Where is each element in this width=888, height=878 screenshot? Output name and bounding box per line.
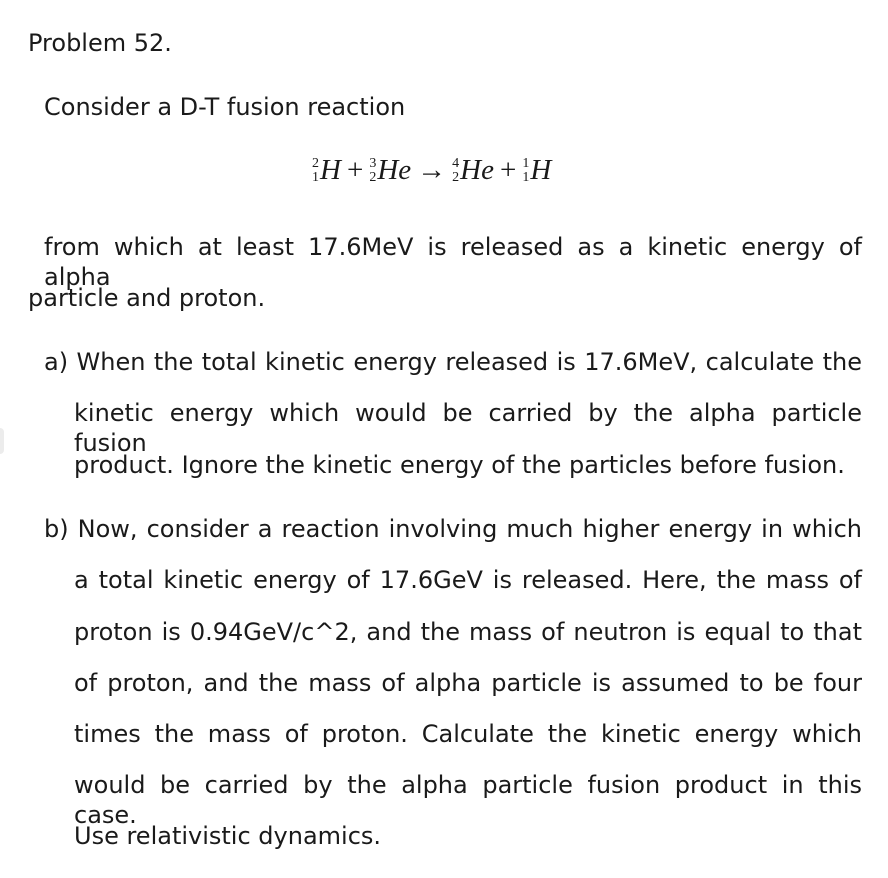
reaction-arrow: → <box>417 154 447 186</box>
helium4-atomic-number: 2 <box>452 170 460 186</box>
plus-sign: + <box>346 154 364 186</box>
fusion-equation <box>312 150 551 190</box>
helium3-mass-number: 3 <box>369 156 377 172</box>
part-a-line: product. Ignore the kinetic energy of the particles before fusion. <box>74 451 845 479</box>
helium4-mass-number: 4 <box>452 156 460 172</box>
description-line: from which at least 17.6MeV is released as a kinetic energy of alpha <box>44 233 862 291</box>
part-b-line: times the mass of proton. Calculate the kinetic energy which <box>74 720 862 748</box>
hydrogen-nuclide <box>522 150 551 190</box>
problem-title: Problem 52. <box>28 29 172 57</box>
left-edge-marker <box>0 428 4 454</box>
deuterium-atomic-number: 1 <box>312 170 319 186</box>
helium3-atomic-number: 2 <box>369 170 377 186</box>
part-b-line: b) Now, consider a reaction involving much higher energy in which <box>44 515 862 543</box>
helium3-nuclide <box>369 150 411 190</box>
part-b-line: would be carried by the alpha particle fusion product in this case. <box>74 771 862 829</box>
part-a-line: kinetic energy which would be carried by the alpha particle fusion <box>74 399 862 457</box>
hydrogen-symbol: H <box>530 154 552 186</box>
hydrogen-atomic-number: 1 <box>522 170 530 186</box>
helium3-symbol: He <box>377 154 412 186</box>
intro-text: Consider a D-T fusion reaction <box>44 93 406 121</box>
deuterium-nuclide <box>312 150 341 190</box>
deuterium-symbol: H <box>320 154 341 186</box>
part-b-line: a total kinetic energy of 17.6GeV is released. Here, the mass of <box>74 566 862 594</box>
helium4-symbol: He <box>460 154 494 186</box>
part-b-line: proton is 0.94GeV/c^2, and the mass of neutron is equal to that <box>74 618 862 646</box>
part-b-line: of proton, and the mass of alpha particle is assumed to be four <box>74 669 862 697</box>
deuterium-mass-number: 2 <box>312 156 319 172</box>
plus-sign: + <box>499 154 517 186</box>
helium4-nuclide <box>452 150 494 190</box>
hydrogen-mass-number: 1 <box>522 156 530 172</box>
part-a-line: a) When the total kinetic energy released is 17.6MeV, calculate the <box>44 348 862 376</box>
description-line: particle and proton. <box>28 284 266 312</box>
part-b-line: Use relativistic dynamics. <box>74 822 382 850</box>
